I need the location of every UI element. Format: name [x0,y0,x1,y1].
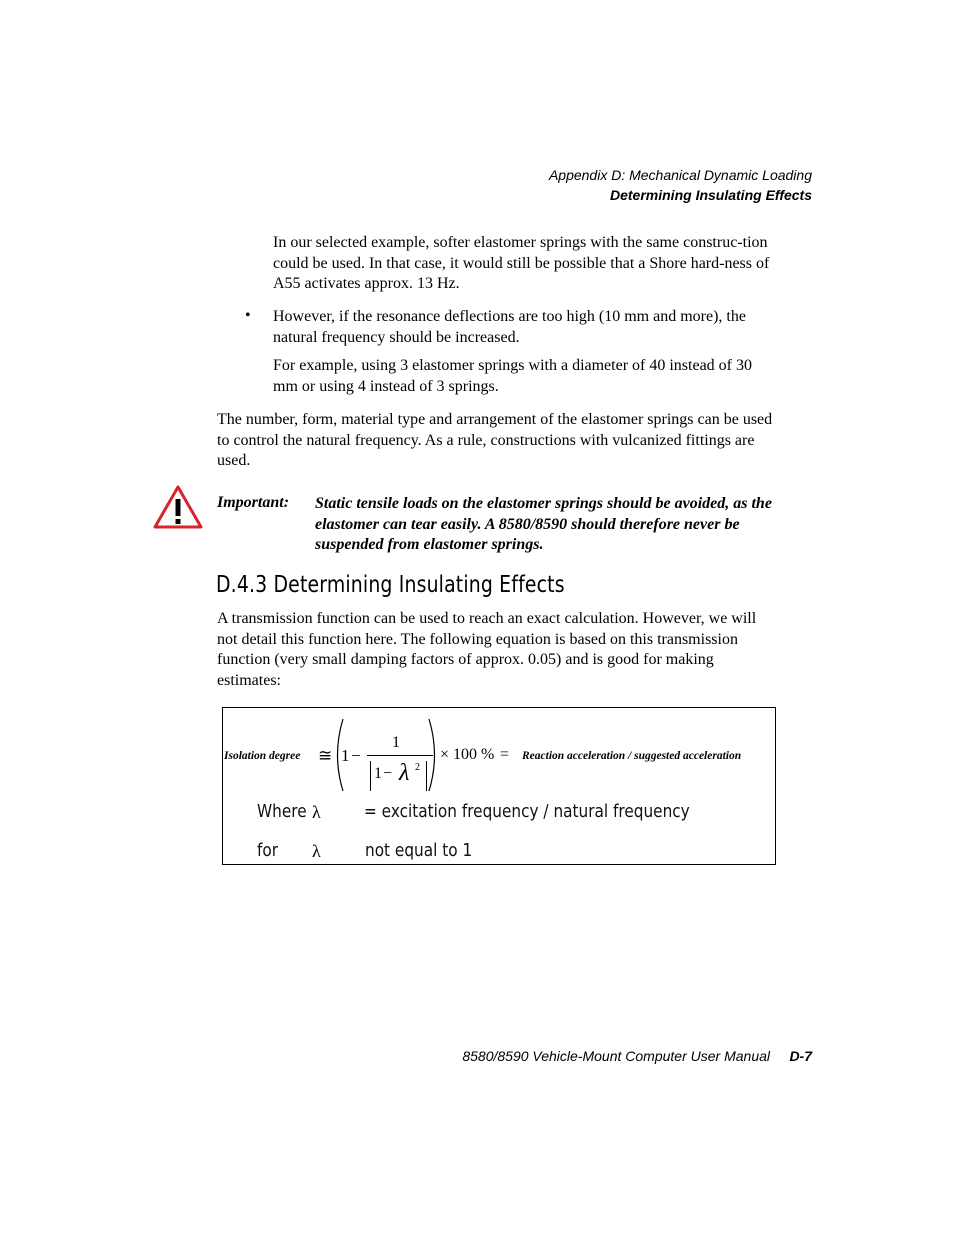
denominator-one: 1 [374,765,382,782]
for-lambda: λ [312,841,321,861]
percent-term: 100 % [453,746,495,763]
paragraph-spring-arrangement: The number, form, material type and arrangement of the elastomer springs can be used to control the natural frequency. As a rule, constructions with vulcanized fittings are used. [217,411,773,469]
bullet-resonance-deflection: However, if the resonance deflections are too high (10 mm and more), the natural frequency should be increased. [273,308,746,346]
section-heading: D.4.3 Determining Insulating Effects [216,572,565,598]
equation-one: 1 [341,746,350,765]
lambda-exponent: 2 [415,762,420,773]
footer-page-number: D-7 [789,1048,812,1064]
abs-bar-left [370,761,371,791]
important-label: Important: [217,494,290,511]
for-condition: not equal to 1 [365,840,473,861]
footer-manual-title: 8580/8590 Vehicle-Mount Computer User Manual [462,1048,770,1064]
approx-symbol: ≅ [318,746,333,765]
running-header-chapter: Appendix D: Mechanical Dynamic Loading [548,167,812,183]
section-body: A transmission function can be used to reach an exact calculation. However, we will not detail this function here. The following equation is based on this transmission function (very small damping factors of approx. 0.05) and is good for making estimates: [217,610,757,689]
denominator-minus: − [383,765,393,782]
equation-rhs-label: Reaction acceleration / suggested acceleration [522,750,742,762]
right-paren [427,718,441,792]
bullet-marker: • [245,307,251,324]
equals-symbol: = [500,746,510,763]
times-symbol: × [440,746,450,763]
warning-icon [153,485,203,529]
where-definition: = excitation frequency / natural frequency [364,801,690,822]
paragraph-example-springs: For example, using 3 elastomer springs with a diameter of 40 instead of 30 mm or using 4 instead of 3 springs. [273,357,753,395]
equation-minus: − [351,746,361,765]
running-header-section: Determining Insulating Effects [610,187,812,203]
fraction-bar [367,755,433,756]
equation-lhs-label: Isolation degree [224,750,301,762]
important-text: Static tensile loads on the elastomer springs should be avoided, as the elastomer can tear easily. A 8580/8590 should therefore never be suspended from elastomer springs. [315,495,772,553]
where-lambda: λ [312,802,321,822]
lambda-symbol: λ [399,760,410,786]
equation-box [222,707,776,865]
paragraph-softer-springs: In our selected example, softer elastomer springs with the same construc-tion could be used. In that case, it would still be possible that a Shore hard-ness of A55 activates approx. 13 Hz. [273,234,770,292]
for-label: for [257,840,279,861]
fraction-numerator: 1 [392,734,400,751]
where-label: Where [257,801,307,822]
